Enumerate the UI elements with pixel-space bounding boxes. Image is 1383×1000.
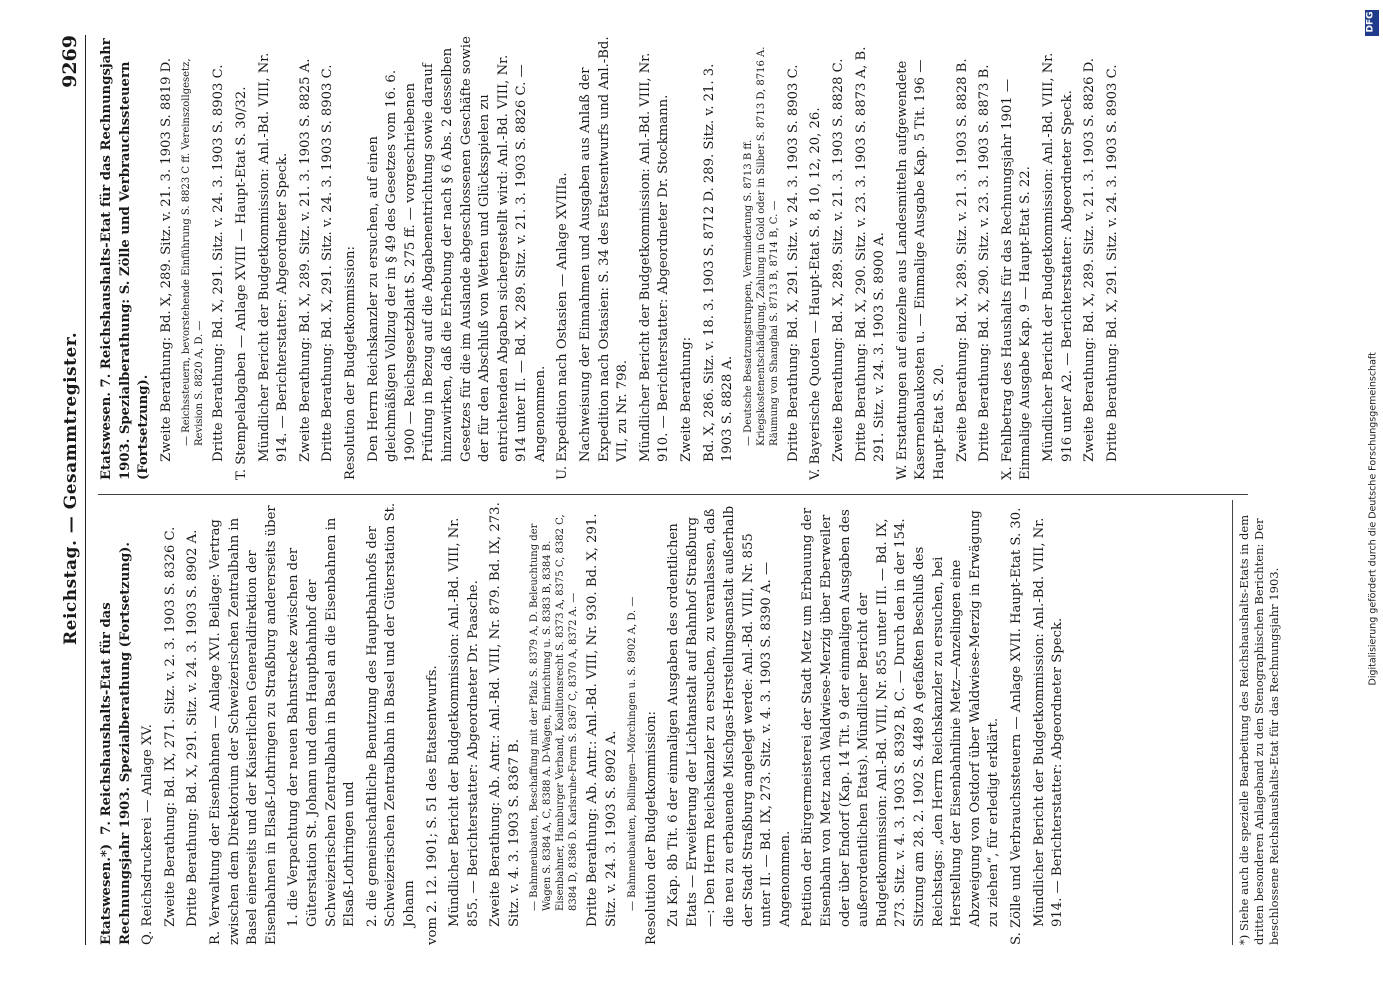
- register-entry: Dritte Berathung: Bd. X, 291. Sitz. v. 24. 3. 1903 S. 8903 C.: [211, 64, 227, 462]
- dfg-strip: [1365, 10, 1379, 690]
- column-divider: [98, 494, 1248, 495]
- register-entry: Petition der Bürgermeisterei der Stadt Metz um Erbauung der Eisenbahn von Metz nach Waldwiese-Merzig über Eberweiler oder über Endorf (Kap. 14 Tit. 9 der einmaligen Ausgaben des außerordentlichen Etats). Mündlicher Bericht der Budgetkommission: Anl.-Bd. VIII, Nr. 855 unter III. — Bd. IX, 273. Sitz. v. 4. 3. 1903 S. 8392 B, C. — Durch den in der 154. Sitzung am 28. 2. 1902 S. 4489 A gefaßten Beschluß des Reichstags: „den Herrn Reichskanzler zu ersuchen, bei Herstellung der Eisenbahnlinie Metz—Anzelingen eine Abzweigung von Ostdorf über Waldwiese-Merzig in Erwägung zu ziehen“, für erledigt erklärt.: [800, 503, 1002, 927]
- running-title: Reichstag. — Gesammtregister.: [61, 331, 81, 645]
- register-entry: Zweite Berathung:: [679, 336, 695, 462]
- register-entry: Resolution der Budgetkommission:: [342, 246, 358, 480]
- register-entry: X. Fehlbetrag des Haushalts für das Rechnungsjahr 1901 — Einmalige Ausgabe Kap. 9 — Haupt-Etat S. 22.: [999, 74, 1034, 480]
- register-entry: Dritte Berathung: Bd. X, 291. Sitz. v. 24. 3. 1903 S. 8902 A.: [185, 529, 201, 927]
- register-entry: Q. Reichsdruckerei — Anlage XV.: [140, 724, 156, 945]
- register-entry: — Deutsche Besatzungstruppen, Verminderung S. 8713 B ff. Kriegskostenentschädigung, Zahlung in Gold oder in Silber S. 8713 D, 8716 A. Räumung von Shanghai S. 8713 B, 8714 B, C. —: [742, 43, 780, 446]
- register-entry: Zweite Berathung: Bd. X, 289. Sitz. v. 21. 3. 1903 S. 8825 A.: [297, 58, 313, 462]
- register-entry: Zweite Berathung: Bd. X, 289. Sitz. v. 21. 3. 1903 S. 8819 D.: [158, 58, 174, 462]
- register-entry: — Bahnneubauten, Bollingen—Mörchingen u. S. 8902 A, D. —: [626, 596, 638, 911]
- register-entry: Den Herrn Reichskanzler zu ersuchen, auf einen gleichmäßigen Vollzug der in § 49 des Gesetzes vom 16. 6. 1900 — Reichsgesetzblatt S. 275 ff. — vorgeschriebenen Prüfung in Bezug auf die Abgabenentrichtung sowie darauf hinzuwirken, daß die Erhebung der nach § 6 Abs. 2 desselben Gesetzes für die im Auslande abgeschlossenen Geschäfte sowie der für den Abschluß von Wetten und Glücksspielen zu entrichtenden Abgaben sichergestellt wird: Anl.-Bd. VIII, Nr. 914 unter II. — Bd. X, 289. Sitz. v. 21. 3. 1903 S. 8826 C. — Angenommen.: [365, 31, 548, 462]
- register-entry: Zu Kap. 8b Tit. 6 der einmaligen Ausgaben des ordentlichen Etats — Erweiterung der Lichtanstalt auf Bahnhof Straßburg —: Den Herrn Reichskanzler zu ersuchen, zu veranlassen, daß die neu zu erbauende Mischgas-Herstellungsanstalt außerhalb der Stadt Straßburg angelegt werde: Anl.-Bd. VIII, Nr. 855 unter II. — Bd. IX, 273. Sitz. v. 4. 3. 1903 S. 8390 A. — Angenommen.: [666, 501, 793, 927]
- page-header: [45, 35, 86, 945]
- register-entry: Etatswesen. 7. Reichshaushalts-Etat für das Rechnungsjahr 1903. Spezialberathung: S. Zölle und Verbrauchssteuern (Fortsetzung).: [99, 33, 152, 480]
- register-entry: — Reichssteuern, bevorstehende Einführung S. 8823 C ff. Vereinszollgesetz, Revision S. 8820 A, D. —: [181, 55, 206, 446]
- register-entry: Dritte Berathung: Bd. X, 291. Sitz. v. 24. 3. 1903 S. 8903 C.: [1104, 64, 1120, 462]
- register-entry: Dritte Berathung: Bd. X, 291. Sitz. v. 24. 3. 1903 S. 8903 C.: [320, 64, 336, 462]
- register-entry: Zweite Berathung: Bd. X, 289. Sitz. v. 21. 3. 1903 S. 8826 D.: [1082, 58, 1098, 462]
- page-number: 9269: [59, 35, 81, 88]
- register-entry: Etatswesen.*) 7. Reichshaushalts-Etat für das Rechnungsjahr 1903. Spezialberathung (Fortsetzung).: [99, 541, 133, 945]
- register-entry: W. Erstattungen auf einzelne aus Landesmitteln aufgewendete Kasernenbaukosten u. — Einmalige Ausgabe Kap. 5 Tit. 196 — Haupt-Etat S. 20.: [894, 55, 947, 480]
- footnote: *) Siehe auch die spezielle Bearbeitung des Reichshaushalts-Etats in dem dritten besonderen Anlageband zu den Stenographischen Berichten: Der beschlossene Reichshaushalts-Etat für das Rechnungsjahr 1903.: [1232, 500, 1282, 945]
- register-entry: Mündlicher Bericht der Budgetkommission: Anl.-Bd. VIII, Nr. 914. — Berichterstatter: Abgeordneter Speck.: [1031, 513, 1066, 927]
- register-entry: Dritte Berathung: Ab. Antr.: Anl.-Bd. VIII, Nr. 930. Bd. X, 291. Sitz. v. 24. 3. 1903 S. 8902 A.: [585, 509, 620, 927]
- register-entry: vom 2. 12. 1901; S. 51 des Etatsentwurfs.: [424, 665, 440, 945]
- register-entry: — Bahnneubauten, Beschaffung mit der Pfalz S. 8379 A, D. Beleuchtung der Wagen S. 8384 A, C, 8388 A. D-Wagen, Einrichtung u. S. 8383 B, 8384 B. Eisenbahner, Hamburger Verband, Koalitionsrecht S. 8373 A, 8375 C, 8382 C, 8384 D, 8386 D. Karlsruhe-Form S. 8367 C, 8370 A, 8372 A. —: [529, 511, 580, 911]
- register-entry: Zweite Berathung: Ab. Antr.: Anl.-Bd. VIII, Nr. 879. Bd. IX, 273. Sitz. v. 4. 3. 1903 S. 8367 B.: [488, 498, 522, 927]
- right-column: [98, 31, 1126, 480]
- register-entry: Nachweisung der Einnahmen und Ausgaben aus Anlaß der Expedition nach Ostasien: S. 34 des Etatsentwurfs und Anl.-Bd. VII, zu Nr. 798.: [578, 32, 631, 462]
- register-entry: 2. die gemeinschaftliche Benutzung des Hauptbahnhofs der Schweizerischen Zentralbahn in Basel und der Güterstation St. Johann: [364, 498, 417, 927]
- register-entry: S. Zölle und Verbrauchssteuern — Anlage XVII. Haupt-Etat S. 30.: [1008, 507, 1024, 945]
- register-entry: Mündlicher Bericht der Budgetkommission: Anl.-Bd. VIII, Nr. 855. — Berichterstatter: Abgeordneter Dr. Paasche.: [447, 513, 481, 927]
- register-entry: R. Verwaltung der Eisenbahnen — Anlage XVI. Beilage: Vertrag zwischen dem Direktorium der Schweizerischen Zentralbahn in Basel einerseits und der Kaiserlichen Generaldirektion der Eisenbahnen in Elsaß-Lothringen zu Straßburg andererseits über: [207, 505, 279, 945]
- left-column: [98, 500, 1072, 945]
- dfg-credit: Digitalisierung gefördert durch die Deutsche Forschungsgemeinschaft: [1367, 352, 1379, 686]
- register-entry: Dritte Berathung: Bd. X, 290. Sitz. v. 23. 3. 1903 S. 8873 A, B. 291. Sitz. v. 24. 3. 1903 S. 8900 A.: [853, 42, 888, 462]
- register-entry: Dritte Berathung: Bd. X, 290. Sitz. v. 23. 3. 1903 S. 8873 B.: [977, 64, 993, 462]
- register-entry: Zweite Berathung: Bd. IX, 271. Sitz. v. 2. 3. 1903 S. 8326 C.: [162, 526, 178, 927]
- register-entry: Bd. X, 286. Sitz. v. 18. 3. 1903 S. 8712 D. 289. Sitz. v. 21. 3. 1903 S. 8828 A.: [701, 59, 736, 462]
- register-entry: Zweite Berathung: Bd. X, 289. Sitz. v. 21. 3. 1903 S. 8828 C.: [831, 58, 846, 462]
- register-entry: Resolution der Budgetkommission:: [643, 711, 659, 945]
- register-entry: Mündlicher Bericht der Budgetkommission: Anl.-Bd. VIII, Nr. 910. — Berichterstatter: Abgeordneter Dr. Stockmann.: [637, 48, 672, 462]
- register-entry: U. Expedition nach Ostasien — Anlage XVIIIa.: [555, 172, 571, 480]
- register-entry: V. Bayerische Quoten — Haupt-Etat S. 8, 10, 12, 20, 26.: [808, 107, 824, 480]
- register-entry: Dritte Berathung: Bd. X, 291. Sitz. v. 24. 3. 1903 S. 8903 C.: [785, 64, 801, 462]
- register-entry: Mündlicher Bericht der Budgetkommission: Anl.-Bd. VIII, Nr. 914. — Berichterstatter: Abgeordneter Speck.: [256, 48, 291, 462]
- dfg-logo: DFG: [1365, 10, 1379, 36]
- register-entry: 1. die Verpachtung der neuen Bahnstrecke zwischen der Güterstation St. Johann und dem Hauptbahnhof der Schweizerischen Zentralbahn in Basel an die Eisenbahnen in Elsaß-Lothringen und: [286, 513, 358, 927]
- register-entry: T. Stempelabgaben — Anlage XVIII — Haupt-Etat S. 30/32.: [233, 86, 249, 480]
- register-entry: Mündlicher Bericht der Budgetkommission: Anl.-Bd. VIII, Nr. 916 unter A2. — Berichterstatter: Abgeordneter Speck.: [1040, 48, 1075, 462]
- register-entry: Zweite Berathung: Bd. X, 289. Sitz. v. 21. 3. 1903 S. 8828 B.: [954, 58, 970, 462]
